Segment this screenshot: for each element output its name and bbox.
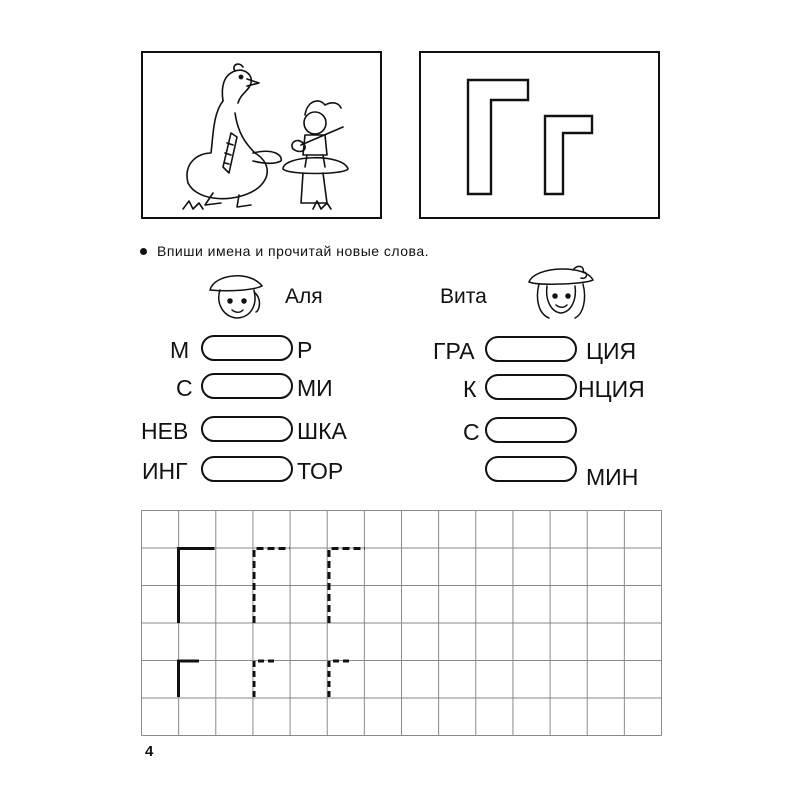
instruction: [140, 243, 429, 259]
word-suffix: МИН: [586, 464, 639, 490]
word-prefix: ИНГ: [142, 458, 188, 484]
word-suffix: ТОР: [297, 458, 344, 484]
name-input-slot[interactable]: [485, 417, 577, 443]
girl-in-hat-icon: [525, 260, 597, 322]
girl-in-beret-icon: [200, 268, 270, 322]
word-prefix: С: [176, 375, 193, 401]
word-suffix: Р: [297, 337, 313, 363]
name-input-slot[interactable]: [201, 416, 293, 442]
word-prefix: К: [463, 376, 477, 402]
word-suffix: НЦИЯ: [578, 376, 645, 402]
name-input-slot[interactable]: [201, 373, 293, 399]
letter-g-sample: [179, 549, 215, 587]
letter-g-small-sample: [179, 661, 200, 697]
letter-picture-frame: [419, 51, 660, 219]
writing-practice-grid: [141, 510, 662, 736]
word-prefix: М: [170, 337, 190, 363]
page-number: 4: [145, 743, 154, 760]
instruction-text: Впиши имена и прочитай новые слова.: [157, 243, 430, 259]
illustration-frame: [141, 51, 382, 219]
name-input-slot[interactable]: [485, 456, 577, 482]
letter-g-outline-icon: [421, 53, 658, 217]
bullet-icon: [140, 248, 147, 255]
word-suffix: ШКА: [297, 418, 347, 444]
name-input-slot[interactable]: [485, 374, 577, 400]
word-prefix: НЕВ: [141, 418, 189, 444]
letter-g-small-trace: [329, 661, 349, 697]
name-input-slot[interactable]: [201, 456, 293, 482]
name-input-slot[interactable]: [201, 335, 293, 361]
name-input-slot[interactable]: [485, 336, 577, 362]
word-suffix: МИ: [297, 375, 333, 401]
name-label-alya: Аля: [285, 285, 323, 308]
letter-g-small-trace: [254, 661, 274, 697]
word-suffix: ЦИЯ: [586, 338, 637, 364]
name-label-vita: Вита: [440, 285, 487, 308]
word-prefix: ГРА: [433, 338, 475, 364]
goose-and-gnome-illustration: [143, 53, 380, 217]
word-prefix: С: [463, 419, 480, 445]
